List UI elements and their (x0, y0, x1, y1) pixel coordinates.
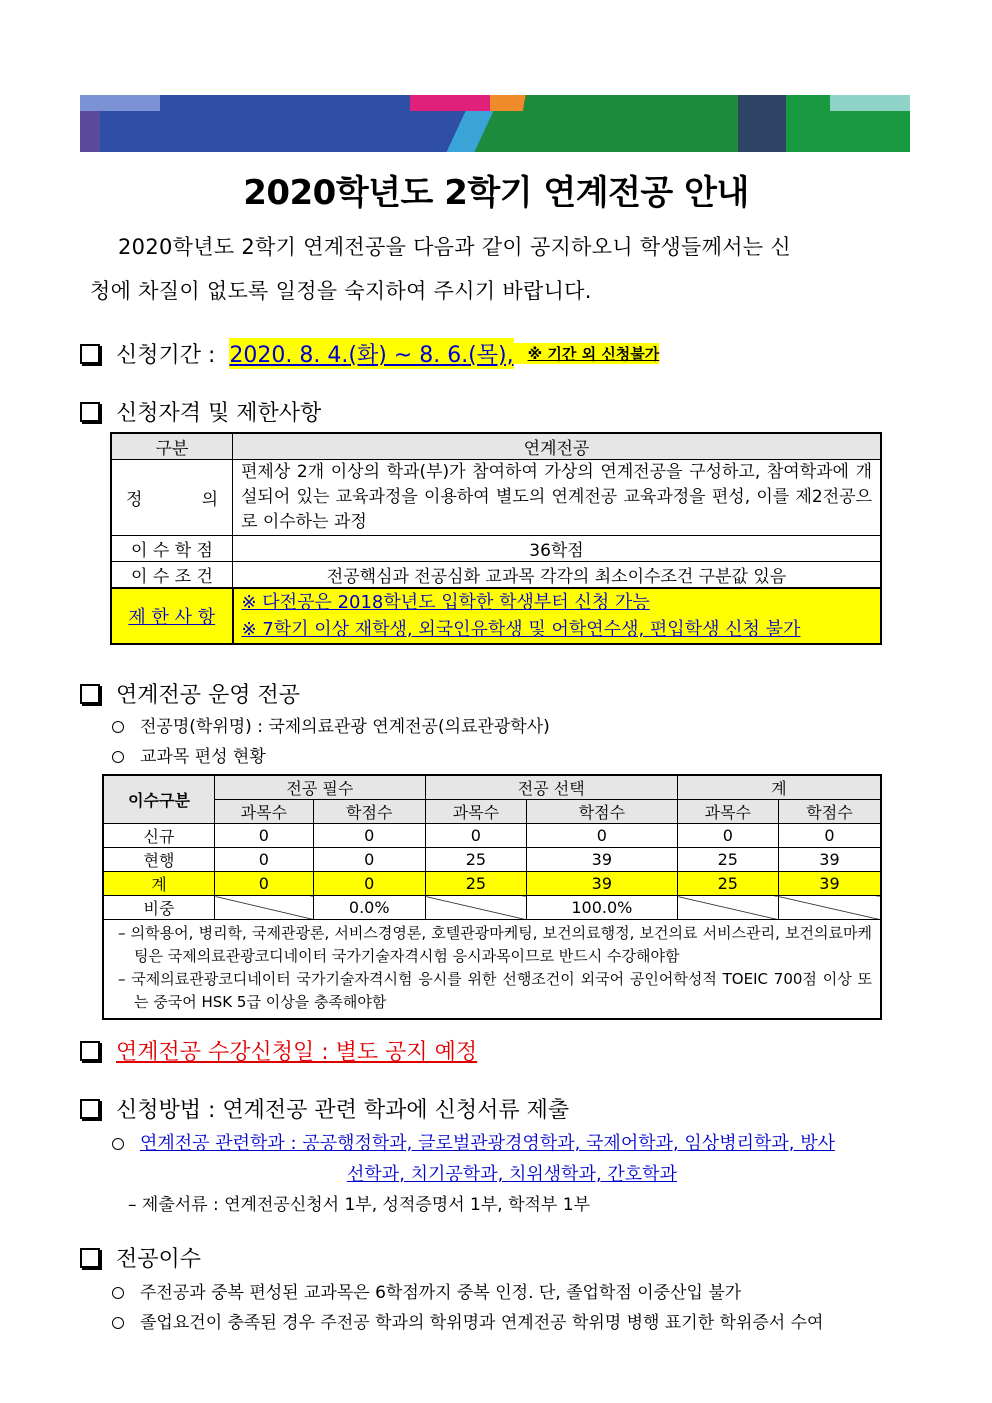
circle-bullet-icon (112, 1317, 124, 1329)
circle-bullet-icon (112, 1138, 124, 1150)
section-credit: 전공이수 (80, 1242, 201, 1273)
period-dates: 2020. 8. 4.(화) ~ 8. 6.(목), (229, 338, 513, 369)
table-notes: – 의학용어, 병리학, 국제관광론, 서비스경영론, 호텔관광마케팅, 보건의료행정, 보건의료 서비스관리, 보건의료마케팅은 국제의료관광코디네이터 국가기술자격시험 응시과목이므로 반드시 수강해야함 – 국제의료관광코디네이터 국가기술자격시험 응시를 위한 선행조건이 외국어 공인어학성적 TOEIC 700점 이상 또는 중국어 HSK 5급 이상을 충족해야함 (103, 920, 881, 1020)
table-header: 이수구분 (103, 775, 215, 824)
section-eligibility: 신청자격 및 제한사항 (80, 396, 321, 427)
section-period: 신청기간 : 2020. 8. 4.(화) ~ 8. 6.(목), ※ 기간 외 신청불가 (80, 338, 659, 369)
row-value: 편제상 2개 이상의 학과(부)가 참여하여 가상의 연계전공을 구성하고, 참여학과에 개설되어 있는 교육과정을 이용하여 별도의 연계전공 교육과정을 편성, 이를 제2전공으로 이수하는 과정 (233, 460, 882, 536)
table-subheader: 과목수 (215, 800, 314, 824)
section-operation: 연계전공 운영 전공 (80, 678, 300, 709)
checkbox-icon (80, 1099, 100, 1119)
table-header: 구분 (111, 433, 233, 460)
row-label: 정 의 (111, 460, 233, 536)
checkbox-icon (80, 1041, 100, 1061)
table-subheader: 학점수 (527, 800, 678, 824)
table-header: 전공 선택 (425, 775, 677, 800)
page-title: 2020학년도 2학기 연계전공 안내 (243, 173, 749, 213)
circle-bullet-icon (112, 751, 124, 763)
table-header: 계 (677, 775, 881, 800)
table-subheader: 학점수 (313, 800, 425, 824)
credit-item: 졸업요건이 충족된 경우 주전공 학과의 학위명과 연계전공 학위명 병행 표기한 학위증서 수여 (112, 1308, 823, 1333)
row-value: 36학점 (233, 536, 882, 562)
period-note: ※ 기간 외 신청불가 (514, 343, 660, 364)
credit-item: 주전공과 중복 편성된 교과목은 6학점까지 중복 인정. 단, 졸업학점 이중산입 불가 (112, 1278, 741, 1303)
header-banner (80, 95, 910, 152)
row-label: 이 수 학 점 (111, 536, 233, 562)
required-documents: – 제출서류 : 연계전공신청서 1부, 성적증명서 1부, 학적부 1부 (128, 1195, 590, 1215)
intro-text: 2020학년도 2학기 연계전공을 다음과 같이 공지하오니 학생들께서는 신 청에 차질이 없도록 일정을 숙지하여 주시기 바랍니다. (90, 235, 791, 303)
checkbox-icon (80, 344, 100, 364)
table-subheader: 과목수 (677, 800, 778, 824)
table-subheader: 학점수 (778, 800, 881, 824)
section-course-registration: 연계전공 수강신청일 : 별도 공지 예정 (80, 1035, 477, 1066)
table-row-total: 계 0 0 25 39 25 39 (103, 872, 881, 896)
curriculum-table (102, 774, 882, 1020)
row-label: 이 수 조 건 (111, 562, 233, 589)
checkbox-icon (80, 684, 100, 704)
eligibility-table (110, 432, 882, 645)
restriction-label: 제 한 사 항 (111, 588, 233, 644)
table-row-ratio: 비중 0.0% 100.0% (103, 896, 881, 920)
table-header: 전공 필수 (215, 775, 426, 800)
table-row: 신규 0 0 0 0 0 0 (103, 824, 881, 848)
related-depts: 연계전공 관련학과 : 공공행정학과, 글로벌관광경영학과, 국제어학과, 임상병리학과, 방사 선학과, 치기공학과, 치위생학과, 간호학과 (112, 1128, 912, 1190)
row-value: 전공핵심과 전공심화 교과목 각각의 최소이수조건 구분값 있음 (233, 562, 882, 589)
checkbox-icon (80, 1248, 100, 1268)
table-row: 현행 0 0 25 39 25 39 (103, 848, 881, 872)
checkbox-icon (80, 402, 100, 422)
section-method: 신청방법 : 연계전공 관련 학과에 신청서류 제출 (80, 1093, 569, 1124)
restriction-value: ※ 다전공은 2018학년도 입학한 학생부터 신청 가능 ※ 7학기 이상 재학생, 외국인유학생 및 어학연수생, 편입학생 신청 불가 (233, 588, 882, 644)
table-subheader: 과목수 (425, 800, 526, 824)
table-header: 연계전공 (233, 433, 882, 460)
curriculum-label: 교과목 편성 현황 (112, 742, 266, 767)
major-name: 전공명(학위명) : 국제의료관광 연계전공(의료관광학사) (112, 712, 550, 737)
circle-bullet-icon (112, 1287, 124, 1299)
circle-bullet-icon (112, 721, 124, 733)
